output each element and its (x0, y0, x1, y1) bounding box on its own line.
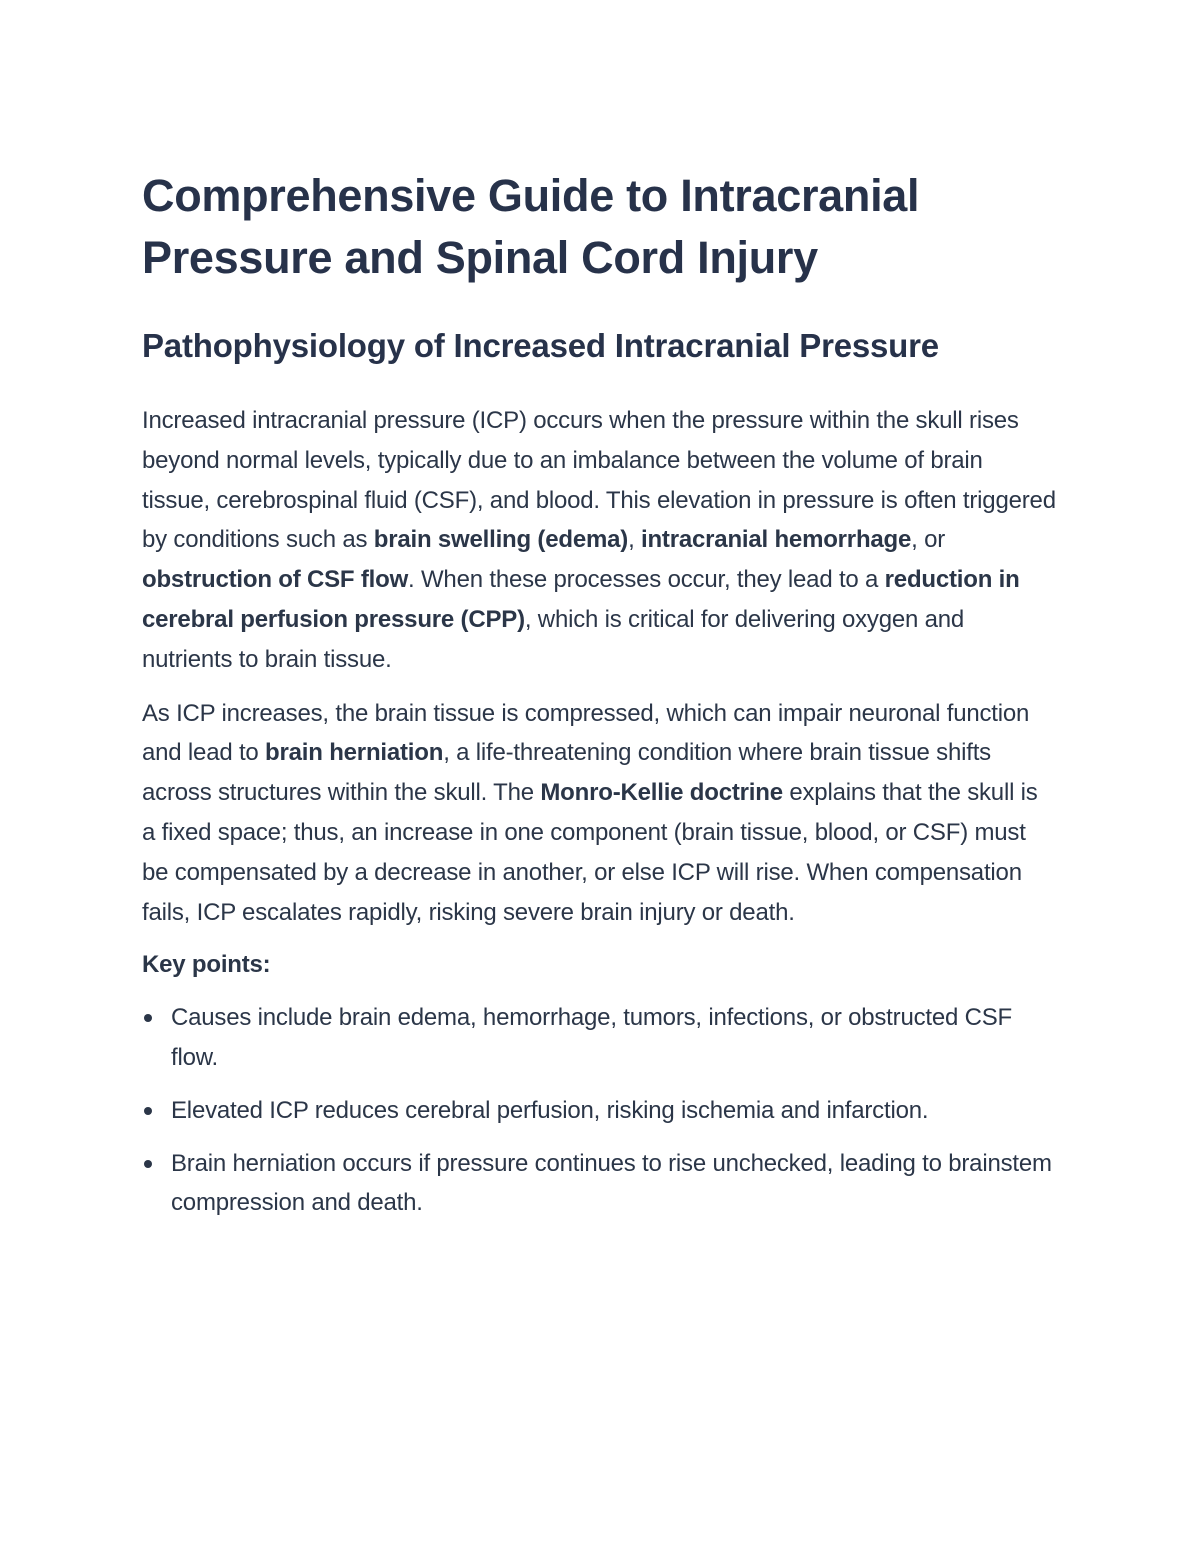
list-item-text: Elevated ICP reduces cerebral perfusion, risking ischemia and infarction. (171, 1096, 929, 1124)
bold-term-hemorrhage: intracranial hemorrhage (641, 526, 912, 554)
text-run: , or (911, 526, 946, 554)
bold-term-brain-herniation: brain herniation (265, 739, 444, 767)
list-item-text: Causes include brain edema, hemorrhage, tumors, infections, or obstructed CSF flow. (171, 1004, 1013, 1071)
document-page (142, 165, 1057, 1236)
section-heading: Pathophysiology of Increased Intracranial Pressure (142, 327, 939, 364)
bold-term-cpp-reduction: reduction in cerebral perfusion pressure (CPP) (142, 566, 1020, 633)
key-points-list (142, 998, 1057, 1223)
text-run: . When these processes occur, they lead to a (408, 566, 885, 594)
list-item (142, 998, 1057, 1078)
text-run: , (628, 526, 641, 554)
text-run: Increased intracranial pressure (ICP) occurs when the pressure within the skull rises beyond normal levels, typically due to an imbalance between the volume of brain tissue, cerebrospinal fluid (CSF), and blood. This elevation in pressure is often triggered by conditions such as (142, 407, 1056, 554)
bold-term-brain-swelling: brain swelling (edema) (373, 526, 629, 554)
bullet-icon (144, 1107, 152, 1115)
bold-term-monro-kellie: Monro-Kellie doctrine (540, 779, 783, 807)
paragraph-herniation (142, 694, 1057, 933)
list-item (142, 1091, 1057, 1131)
key-points-label: Key points: (142, 951, 271, 979)
bullet-icon (144, 1014, 152, 1022)
list-item (142, 1144, 1057, 1224)
text-run: , a life-threatening condition where brain tissue shifts across structures within the skull. The (142, 739, 991, 807)
bullet-icon (144, 1160, 152, 1168)
text-run: explains that the skull is a fixed space; thus, an increase in one component (brain tissue, blood, or CSF) must be compensated by a decrease in another, or else ICP will rise. When compensation fails, ICP escalates rapidly, risking severe brain injury or death. (142, 779, 1038, 926)
list-item-text: Brain herniation occurs if pressure continues to rise unchecked, leading to brainstem compression and death. (171, 1149, 1052, 1217)
paragraph-icp-definition (142, 401, 1057, 680)
text-run: As ICP increases, the brain tissue is compressed, which can impair neuronal function and lead to (142, 699, 1030, 767)
text-run: , which is critical for delivering oxygen and nutrients to brain tissue. (142, 605, 965, 673)
bold-term-csf-obstruction: obstruction of CSF flow (142, 566, 409, 594)
document-title: Comprehensive Guide to Intracranial Pressure and Spinal Cord Injury (142, 170, 920, 283)
